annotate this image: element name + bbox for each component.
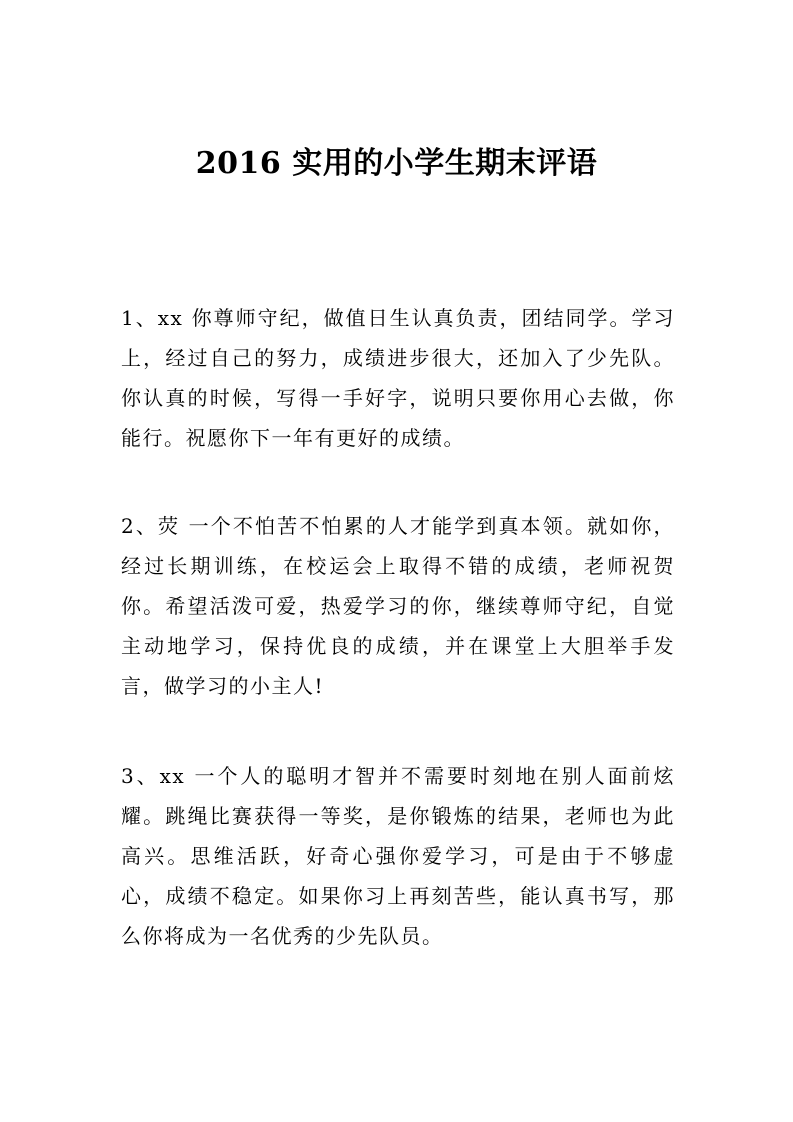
comment-paragraph-2: 2、荧 一个不怕苦不怕累的人才能学到真本领。就如你，经过长期训练，在校运会上取得不错的成绩，老师祝贺你。希望活泼可爱，热爱学习的你，继续尊师守纪，自觉主动地学习，保持优良的成绩，并在课堂上大胆举手发言，做学习的小主人! — [121, 514, 675, 698]
document-title: 2016 实用的小学生期末评语 — [195, 146, 598, 181]
comment-paragraph-1: 1、xx 你尊师守纪，做值日生认真负责，团结同学。学习上，经过自己的努力，成绩进步很大，还加入了少先队。你认真的时候，写得一手好字，说明只要你用心去做，你能行。祝愿你下一年有更好的成绩。 — [121, 306, 675, 450]
comment-paragraph-3: 3、xx 一个人的聪明才智并不需要时刻地在别人面前炫耀。跳绳比赛获得一等奖，是你锻炼的结果，老师也为此高兴。思维活跃，好奇心强你爱学习，可是由于不够虚心，成绩不稳定。如果你习上再刻苦些，能认真书写，那么你将成为一名优秀的少先队员。 — [121, 764, 675, 948]
